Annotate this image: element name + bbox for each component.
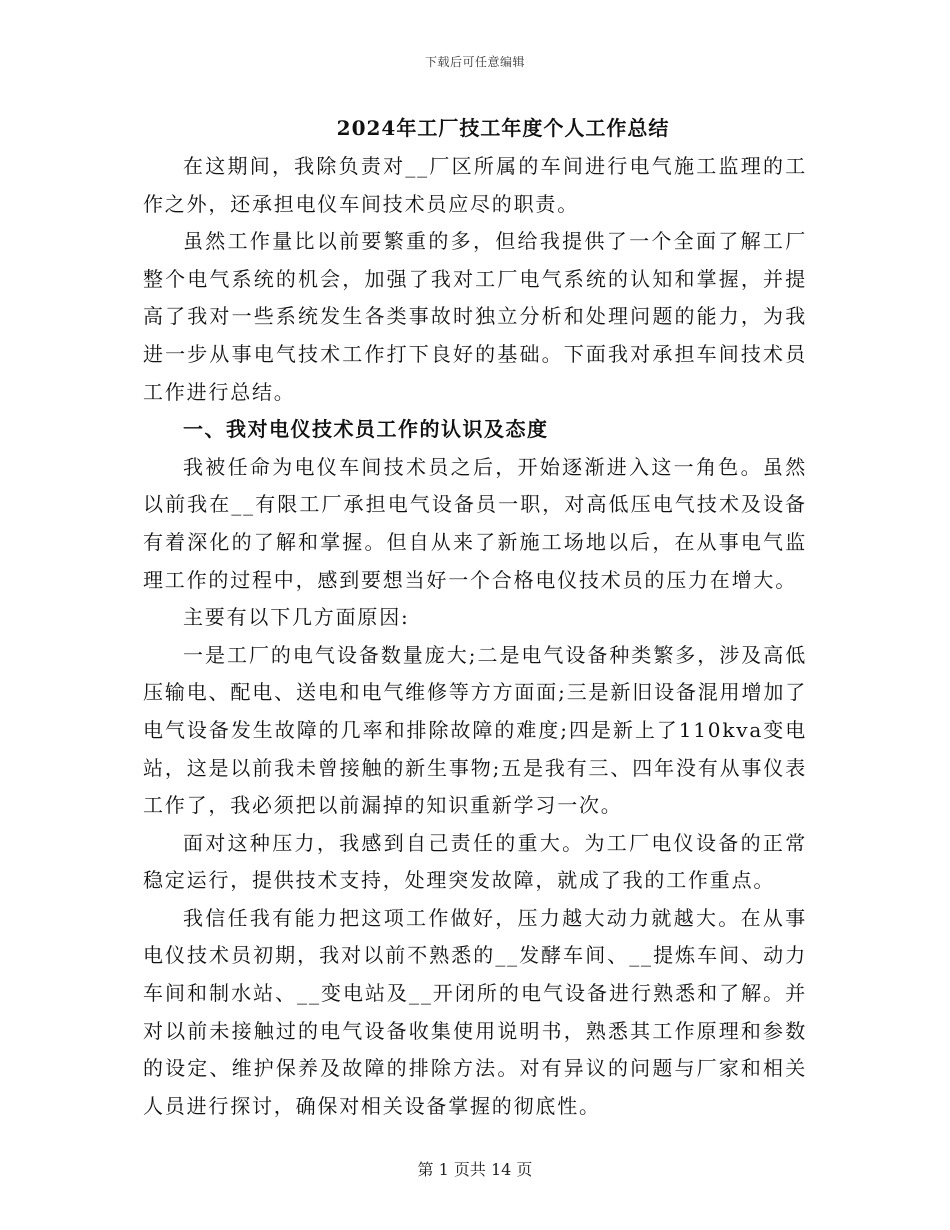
document-title: 2024年工厂技工年度个人工作总结 bbox=[336, 116, 670, 140]
paragraph-intro-1: 在这期间，我除负责对__厂区所属的车间进行电气施工监理的工作之外，还承担电仪车间技术员应尽的职责。 bbox=[143, 154, 807, 216]
paragraph-intro-2: 虽然工作量比以前要繁重的多，但给我提供了一个全面了解工厂整个电气系统的机会，加强了我对工厂电气系统的认知和掌握，并提高了我对一些系统发生各类事故时独立分析和处理问题的能力，为我进一步从事电气技术工作打下良好的基础。下面我对承担车间技术员工作进行总结。 bbox=[143, 229, 807, 404]
paragraph-role: 我被任命为电仪车间技术员之后，开始逐渐进入这一角色。虽然以前我在__有限工厂承担电气设备员一职，对高低压电气技术及设备有着深化的了解和掌握。但自从来了新施工场地以后，在从事电气监理工作的过程中，感到要想当好一个合格电仪技术员的压力在增大。 bbox=[143, 454, 807, 592]
paragraph-reasons-intro: 主要有以下几方面原因: bbox=[183, 605, 410, 630]
paragraph-confidence: 我信任我有能力把这项工作做好，压力越大动力就越大。在从事电仪技术员初期，我对以前不熟悉的__发酵车间、__提炼车间、动力车间和制水站、__变电站及__开闭所的电气设备进行熟悉和了解。并对以前未接触过的电气设备收集使用说明书，熟悉其工作原理和参数的设定、维护保养及故障的排除方法。对有异议的问题与厂家和相关人员进行探讨，确保对相关设备掌握的彻底性。 bbox=[143, 905, 807, 1118]
document-body bbox=[143, 108, 807, 1125]
page-number: 第 1 页共 14 页 bbox=[417, 1160, 533, 1179]
paragraph-responsibility: 面对这种压力，我感到自己责任的重大。为工厂电仪设备的正常稳定运行，提供技术支持，处理突发故障，就成了我的工作重点。 bbox=[143, 830, 807, 893]
header-note: 下载后可任意编辑 bbox=[424, 55, 525, 69]
paragraph-reasons-list: 一是工厂的电气设备数量庞大;二是电气设备种类繁多，涉及高低压输电、配电、送电和电气维修等方方面面;三是新旧设备混用增加了电气设备发生故障的几率和排除故障的难度;四是新上了110kva变电站，这是以前我未曾接触的新生事物;五是我有三、四年没有从事仪表工作了，我必须把以前漏掉的知识重新学习一次。 bbox=[143, 642, 807, 818]
section-heading: 一、我对电仪技术员工作的认识及态度 bbox=[183, 417, 549, 442]
